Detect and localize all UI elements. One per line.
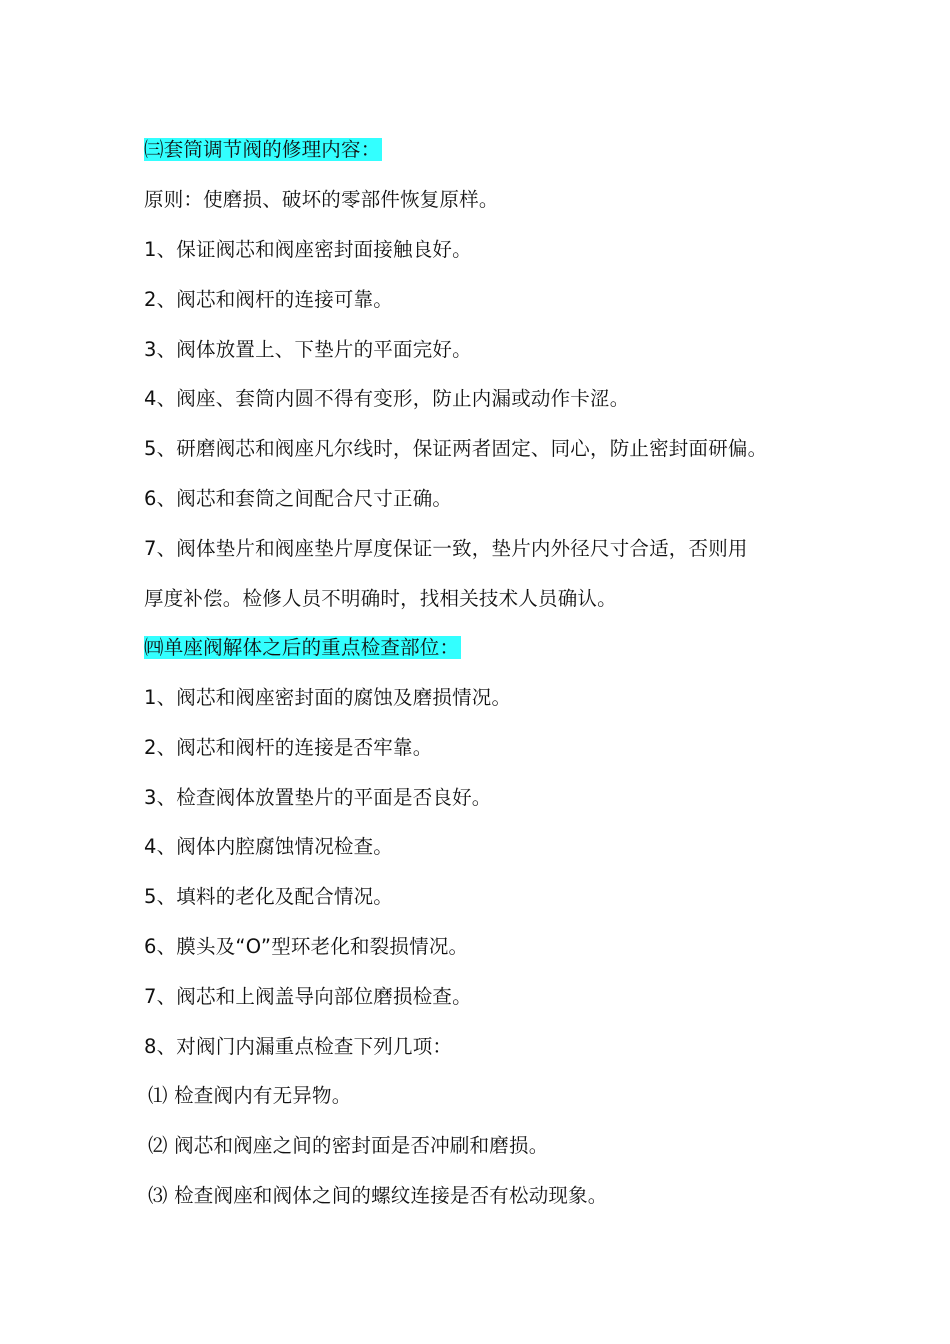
section-3-heading bbox=[144, 137, 382, 163]
principle-text: 原则：使磨损、破坏的零部件恢复原样。 bbox=[144, 188, 499, 211]
list-item: 7、阀芯和上阀盖导向部位磨损检查。 bbox=[144, 985, 472, 1008]
sub-list-item: ⑴ 检查阀内有无异物。 bbox=[148, 1084, 352, 1107]
list-item: 1、保证阀芯和阀座密封面接触良好。 bbox=[144, 238, 472, 261]
list-item: 2、阀芯和阀杆的连接是否牢靠。 bbox=[144, 736, 433, 759]
list-item: 4、阀座、套筒内圆不得有变形，防止内漏或动作卡涩。 bbox=[144, 387, 630, 410]
list-item: 3、检查阀体放置垫片的平面是否良好。 bbox=[144, 786, 492, 809]
section-4-heading bbox=[144, 635, 461, 661]
list-item-continuation: 厚度补偿。检修人员不明确时，找相关技术人员确认。 bbox=[144, 587, 617, 610]
list-item: 6、阀芯和套筒之间配合尺寸正确。 bbox=[144, 487, 453, 510]
sub-list-item: ⑶ 检查阀座和阀体之间的螺纹连接是否有松动现象。 bbox=[148, 1184, 608, 1207]
list-item: 5、研磨阀芯和阀座凡尔线时，保证两者固定、同心，防止密封面研偏。 bbox=[144, 437, 768, 460]
sub-list-item: ⑵ 阀芯和阀座之间的密封面是否冲刷和磨损。 bbox=[148, 1134, 549, 1157]
list-item: 6、膜头及“O”型环老化和裂损情况。 bbox=[144, 935, 469, 958]
list-item: 1、阀芯和阀座密封面的腐蚀及磨损情况。 bbox=[144, 686, 512, 709]
list-item: 4、阀体内腔腐蚀情况检查。 bbox=[144, 835, 394, 858]
highlighted-heading: ㈣单座阀解体之后的重点检查部位： bbox=[144, 636, 460, 659]
list-item: 8、对阀门内漏重点检查下列几项： bbox=[144, 1035, 453, 1058]
list-item: 3、阀体放置上、下垫片的平面完好。 bbox=[144, 338, 472, 361]
list-item: 7、阀体垫片和阀座垫片厚度保证一致，垫片内外径尺寸合适，否则用 bbox=[144, 537, 748, 560]
list-item: 2、阀芯和阀杆的连接可靠。 bbox=[144, 288, 394, 311]
list-item: 5、填料的老化及配合情况。 bbox=[144, 885, 394, 908]
highlighted-heading: ㈢套筒调节阀的修理内容： bbox=[144, 138, 381, 161]
